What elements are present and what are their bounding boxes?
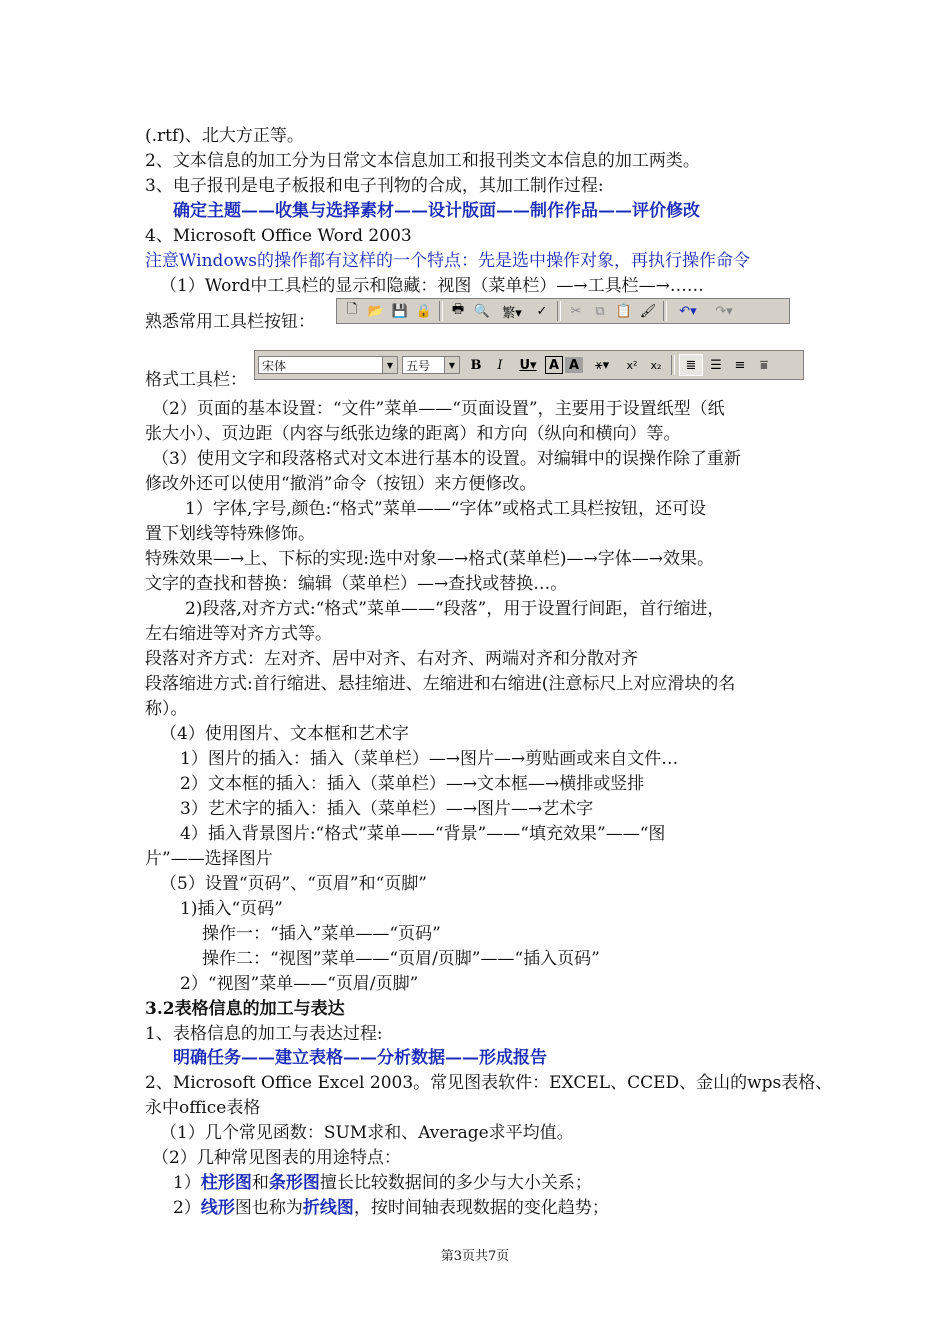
text-line: （2）页面的基本设置：“文件”菜单——“页面设置”，主要用于设置纸型（纸 [152,399,725,419]
text-line: （4）使用图片、文本框和艺术字 [160,724,409,744]
print-icon[interactable]: 🖶 [451,302,465,317]
character-scaling-icon[interactable]: ⚹▾ [594,357,610,373]
format-painter-icon[interactable]: 🖌 [639,303,657,319]
standard-toolbar [336,298,790,324]
justify-icon[interactable]: ≣ [679,354,703,376]
distributed-align-icon[interactable]: ⩸ [760,357,768,373]
text-line: 2）“视图”菜单——“页眉/页脚” [180,974,419,994]
italic-icon[interactable]: I [497,357,503,373]
text-line: (.rtf)、北大方正等。 [145,126,304,146]
text-line: （5）设置“页码”、“页眉”和“页脚” [160,874,427,894]
text-line: 2、文本信息的加工分为日常文本信息加工和报刊类文本信息的加工两类。 [145,151,700,171]
copy-icon[interactable]: ⧉ [595,303,605,319]
text-line: 2）文本框的插入：插入（菜单栏）—→文本框—→横排或竖排 [180,774,645,794]
text-line: 3、电子报刊是电子板报和电子刊物的合成，其加工制作过程: [145,176,604,196]
superscript-icon[interactable]: x² [626,358,638,372]
print-preview-icon[interactable]: 🔍 [473,303,491,319]
toolbar-separator [663,301,667,321]
text-line: 2)段落,对齐方式:“格式”菜单——“段落”，用于设置行间距，首行缩进， [185,599,725,619]
term-line-chart: 线形 [200,1198,235,1218]
save-icon[interactable]: 💾 [391,303,409,319]
page-footer: 第3页共7页 [440,1249,510,1264]
text-line: 操作二：“视图”菜单——“页眉/页脚”——“插入页码” [202,949,600,969]
align-center-icon[interactable]: ☰ [710,357,722,373]
text-line: 操作一：“插入”菜单——“页码” [202,924,441,944]
text-line: （1）几个常见函数：SUM求和、Average求平均值。 [160,1123,574,1143]
underline-icon[interactable]: U▾ [519,357,537,373]
new-document-icon[interactable]: 🗋 [346,302,358,317]
align-right-icon[interactable]: ≡ [734,357,746,373]
text-line: 特殊效果—→上、下标的实现:选中对象—→格式(菜单栏)—→字体—→效果。 [145,549,714,569]
font-name-combo[interactable] [258,356,398,374]
text-line: 文字的查找和替换：编辑（菜单栏）—→查找或替换…。 [145,574,568,594]
item-prefix: 1） [173,1173,201,1193]
redo-icon[interactable]: ↷▾ [715,303,733,319]
toolbar-separator [671,355,675,375]
text-line: 置下划线等特殊修饰。 [145,524,315,544]
text-line: 4）插入背景图片:“格式”菜单——“背景”——“填充效果”——“图 [180,824,666,844]
text-line: 段落对齐方式：左对齐、居中对齐、右对齐、两端对齐和分散对齐 [145,649,638,669]
description-text: ，按时间轴表现数据的变化趋势； [353,1198,609,1218]
paste-icon[interactable]: 📋 [615,303,633,319]
font-size-value: 五号 [406,358,431,373]
text-line: 2、Microsoft Office Excel 2003。常见图表软件：EXCEL、CCED、金山的wps表格、 [145,1073,833,1093]
text-line: （1）Word中工具栏的显示和隐藏：视图（菜单栏）—→工具栏—→…… [160,276,704,296]
chart-type-line [173,1196,609,1220]
text-line: （2）几种常见图表的用途特点： [152,1148,401,1168]
description-text: 擅长比较数据间的多少与大小关系； [319,1173,592,1193]
section-heading: 3.2表格信息的加工与表达 [145,999,345,1019]
traditional-chinese-icon[interactable]: 繁▾ [502,305,522,321]
permission-icon[interactable]: 🔒 [415,303,433,319]
text-line: 张大小）、页边距（内容与纸张边缘的距离）和方向（纵向和横向）等。 [145,424,681,444]
chevron-down-icon[interactable]: ▼ [444,357,459,373]
chevron-down-icon[interactable]: ▼ [382,357,397,373]
text-line: 1)插入“页码” [180,899,283,919]
term-horizontal-bar-chart: 条形图 [268,1173,320,1193]
item-prefix: 2） [173,1198,201,1218]
text-line: 3）艺术字的插入：插入（菜单栏）—→图片—→艺术字 [180,799,594,819]
chart-type-line [173,1171,592,1195]
note-text: 注意Windows的操作都有这样的一个特点：先是选中操作对象，再执行操作命令 [145,251,750,271]
term-polyline-chart: 折线图 [302,1198,354,1218]
text-line: 1）字体,字号,颜色:“格式”菜单——“字体”或格式工具栏按钮，还可设 [185,499,707,519]
text-line: 1、表格信息的加工与表达过程: [145,1024,383,1044]
connector-text: 和 [251,1173,269,1193]
text-line: 4、Microsoft Office Word 2003 [145,226,412,246]
subscript-icon[interactable]: x₂ [650,358,662,372]
text-line: 片”——选择图片 [145,849,273,869]
standard-toolbar-label: 熟悉常用工具栏按钮： [145,312,315,332]
process-steps-text: 确定主题——收集与选择素材——设计版面——制作作品——评价修改 [173,201,700,221]
character-border-icon[interactable]: A [545,356,563,374]
toolbar-separator [439,301,443,321]
text-line: 修改外还可以使用“撤消”命令（按钮）来方便修改。 [145,474,537,494]
character-shading-icon[interactable]: A [565,357,583,373]
cut-icon[interactable]: ✂ [570,303,582,319]
text-line: 永中office表格 [145,1098,261,1118]
text-line: 称）。 [145,699,188,719]
process-steps-text: 明确任务——建立表格——分析数据——形成报告 [173,1048,547,1068]
connector-text: 图也称为 [234,1198,303,1218]
text-line: 1）图片的插入：插入（菜单栏）—→图片—→剪贴画或来自文件… [180,749,679,769]
toolbar-separator [557,301,561,321]
text-line: 左右缩进等对齐方式等。 [145,624,332,644]
font-size-combo[interactable] [402,356,460,374]
term-bar-chart: 柱形图 [200,1173,252,1193]
undo-icon[interactable]: ↶▾ [679,303,697,319]
spelling-check-icon[interactable]: ✓ [536,303,548,319]
text-line: 段落缩进方式:首行缩进、悬挂缩进、左缩进和右缩进(注意标尺上对应滑块的名 [145,674,736,694]
font-name-value: 宋体 [262,358,287,373]
format-toolbar [254,350,804,380]
bold-icon[interactable]: B [470,357,482,373]
open-folder-icon[interactable]: 📂 [367,303,385,319]
format-toolbar-label: 格式工具栏： [145,370,247,390]
text-line: （3）使用文字和段落格式对文本进行基本的设置。对编辑中的误操作除了重新 [152,449,741,469]
